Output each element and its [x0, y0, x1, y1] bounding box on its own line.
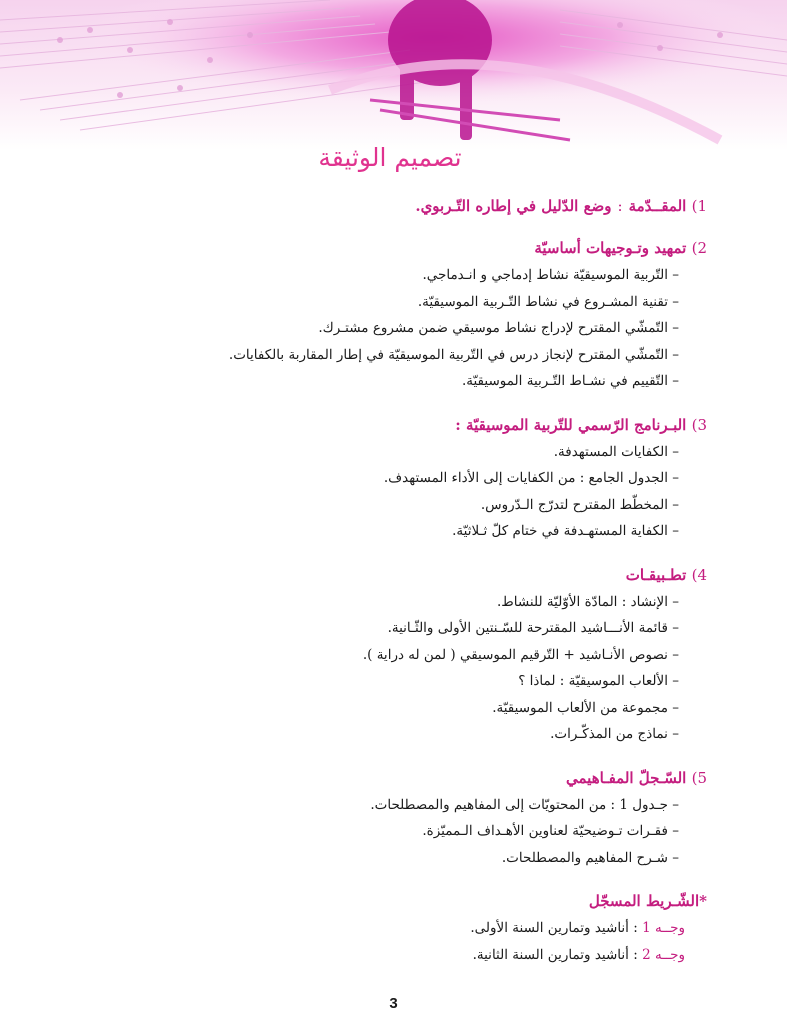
list-item: – شـرح المفاهيم والمصطلحات.	[67, 845, 679, 872]
section-recorded-tape	[67, 889, 707, 968]
tape-face-text: أناشيد وتمارين السنة الأولى.	[470, 920, 629, 936]
section-title: السّـجلّ المفـاهيمي	[566, 768, 687, 787]
section-heading	[67, 194, 707, 218]
list-item: – الكفايات المستهدفة.	[67, 439, 679, 466]
section-number: 1)	[691, 197, 707, 215]
section-subtitle: وضع الدّليل في إطاره التّـربوي.	[415, 197, 612, 215]
list-item: – فقـرات تـوضيحيّة لعناوين الأهـداف الـمميّزة.	[67, 818, 679, 845]
list-item: – التّمشّي المقترح لإنجاز درس في التّربية الموسيقيّة في إطار المقاربة بالكفايات.	[67, 342, 679, 369]
section-heading	[67, 236, 707, 260]
section-item-list	[67, 792, 707, 872]
list-item: – المخطّط المقترح لتدرّج الـدّروس.	[67, 492, 679, 519]
tape-face-text: أناشيد وتمارين السنة الثانية.	[472, 946, 629, 963]
list-item: – التّمشّي المقترح لإدراج نشاط موسيقي ضمن مشروع مشتـرك.	[67, 315, 679, 342]
section-heading	[67, 413, 707, 437]
section-number: 5)	[691, 768, 707, 787]
section-title: المقــدّمة	[628, 197, 687, 215]
section-item-list	[67, 589, 707, 748]
section-item-list	[67, 439, 707, 545]
section-item-list	[67, 262, 707, 395]
list-item: – التّقييم في نشـاط التّـربية الموسيقيّة.	[67, 368, 679, 395]
section-heading	[67, 563, 707, 587]
list-item: – نصوص الأنـاشيد + التّرقيم الموسيقي ( لمن له دراية ).	[67, 642, 679, 669]
list-item: – الجدول الجامع : من الكفايات إلى الأداء المستهدف.	[67, 465, 679, 492]
tape-face-item	[67, 915, 685, 942]
section-title: *الشّـريط المسجّل	[588, 892, 707, 910]
list-item: – تقنية المشـروع في نشاط التّـربية الموسيقيّة.	[67, 289, 679, 316]
list-item: – التّربية الموسيقيّة نشاط إدماجي و انـدماجي.	[67, 262, 679, 289]
tape-face-label: وجــه 2	[642, 946, 685, 963]
section-title: البـرنامج الرّسمي للتّربية الموسيقيّة :	[455, 415, 687, 434]
tape-face-separator: :	[633, 920, 638, 936]
list-item: – قائمة الأنـــاشيد المقترحة للسّـنتين الأولى والثّـانية.	[67, 615, 679, 642]
list-item: – جـدول 1 : من المحتويّات إلى المفاهيم والمصطلحات.	[67, 792, 679, 819]
page-number: 3	[389, 995, 398, 1012]
tape-face-item	[67, 942, 685, 969]
table-of-contents	[67, 194, 707, 986]
list-item: – نماذج من المذكّـرات.	[67, 721, 679, 748]
tape-face-list	[67, 915, 707, 968]
list-item: – الإنشاد : المادّة الأوّليّة للنشاط.	[67, 589, 679, 616]
section-number: 2)	[691, 239, 707, 257]
section-number: 3)	[691, 415, 707, 434]
tape-face-separator: :	[633, 946, 638, 963]
section-applications	[67, 563, 707, 748]
tape-face-label: وجــه 1	[642, 920, 685, 936]
section-separator: :	[617, 197, 623, 215]
section-glossary	[67, 766, 707, 872]
section-title: تطـبيقـات	[625, 565, 687, 584]
section-heading	[67, 766, 707, 790]
section-guidelines	[67, 236, 707, 395]
list-item: – الألعاب الموسيقيّة : لماذا ؟	[67, 668, 679, 695]
section-title: تمهيد وتـوجيهات أساسيّة	[534, 239, 687, 257]
list-item: – الكفاية المستهـدفة في ختام كلّ ثـلاثيّة.	[67, 518, 679, 545]
section-official-program	[67, 413, 707, 545]
section-number: 4)	[691, 565, 707, 584]
list-item: – مجموعة من الألعاب الموسيقيّة.	[67, 695, 679, 722]
section-introduction	[67, 194, 707, 218]
page-title: تصميم الوثيقة	[318, 143, 462, 172]
violin-banner-image	[0, 0, 787, 150]
